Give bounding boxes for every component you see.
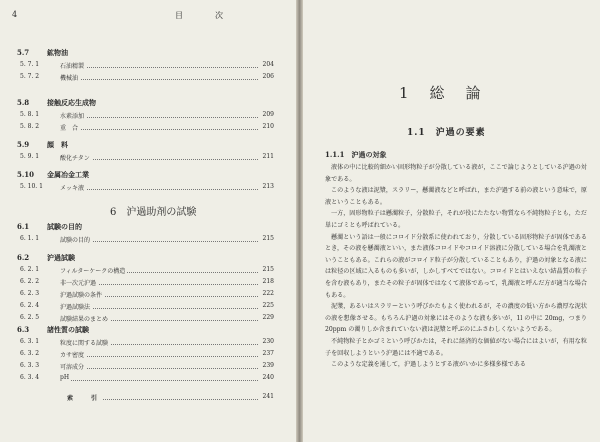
- toc-entry: [20, 123, 274, 133]
- entry-page: 239: [262, 362, 274, 369]
- section-heading: 1.1 沪過の要素: [407, 128, 486, 138]
- entry-number: 6. 3. 4: [20, 374, 40, 381]
- toc-section-heading: [17, 48, 68, 58]
- entry-number: 6. 3. 2: [20, 350, 40, 357]
- toc-index-entry: [17, 393, 274, 403]
- entry-page: 229: [262, 314, 274, 321]
- entry-title: 非一次元沪過: [60, 280, 97, 287]
- entry-title: フィルターケークの構造: [60, 268, 126, 275]
- paragraph: このような液は泥漿，スラリー，懸濁液などと呼ばれ，また沪過する前の液という意味で，原液ということもある。: [325, 187, 587, 206]
- entry-number: 6. 3. 3: [20, 362, 40, 369]
- entry-number: 5. 8. 1: [20, 111, 40, 118]
- entry-title: 沪過試験法: [60, 304, 91, 311]
- entry-title: 試験の目的: [60, 237, 91, 244]
- toc-entry: [20, 73, 274, 83]
- entry-page: 210: [262, 123, 274, 130]
- paragraph: このような定義を通して，沪過しようとする液がいかに多様多様である: [331, 361, 526, 369]
- entry-title: メッキ液: [60, 185, 85, 192]
- body-text: [325, 162, 587, 371]
- entry-number: 6. 2. 3: [20, 290, 40, 297]
- entry-title: 水素添加: [60, 113, 85, 120]
- entry-page: 215: [262, 235, 274, 242]
- chapter-heading: [110, 203, 196, 218]
- subsection-heading: 1.1.1 沪過の対象: [325, 150, 387, 159]
- toc-section-heading: [17, 140, 68, 150]
- leader-dots: [62, 79, 258, 80]
- toc-entry: [20, 266, 274, 276]
- entry-number: 5. 8. 2: [20, 123, 40, 130]
- section-number: 5.10: [17, 170, 35, 179]
- leader-dots: [62, 129, 258, 130]
- leader-dots: [62, 189, 258, 190]
- entry-number: 6. 2. 4: [20, 302, 40, 309]
- toc-entry: [20, 183, 274, 193]
- toc-entry: [20, 350, 274, 360]
- entry-title: 沪過試験の条件: [60, 292, 103, 299]
- entry-page: 209: [262, 111, 274, 118]
- section-title: 金属冶金工業: [47, 170, 89, 179]
- entry-page: 230: [262, 338, 274, 345]
- section-number: 5.9: [17, 140, 30, 149]
- leader-dots: [62, 380, 258, 381]
- leader-dots: [62, 67, 258, 68]
- chapter-title: 総 論: [429, 84, 484, 102]
- entry-number: 6. 3. 1: [20, 338, 40, 345]
- toc-entry: [20, 302, 274, 312]
- leader-dots: [62, 356, 258, 357]
- section-number: 6.3: [17, 325, 30, 334]
- paragraph: 泥漿，あるいはスラリーという呼びかたもよく使われるが，その濃度の低い方から濃厚な泥状の液を想像させる。もちろん沪過の対象にはそのような液も多いが，1l の中に 20mg，つまり 20ppm の濁りしか含まれていない液は泥漿と呼ぶのにふさわしくないようである。: [325, 303, 587, 334]
- entry-page: 206: [262, 73, 274, 80]
- entry-page: 215: [262, 266, 274, 273]
- chapter-heading: [399, 82, 484, 103]
- paragraph: 液体の中に比較的細かい固形物粒子が分散している液が，ここで論じようとしている沪過の対象である。: [325, 164, 587, 183]
- toc-entry: [20, 153, 274, 163]
- toc-entry: [20, 374, 274, 384]
- entry-number: 5. 7. 1: [20, 61, 40, 68]
- toc-section-heading: [17, 98, 96, 108]
- toc-entry: [20, 314, 274, 324]
- entry-page: 218: [262, 278, 274, 285]
- entry-number: 5. 7. 2: [20, 73, 40, 80]
- section-title: 顔 料: [47, 140, 68, 149]
- toc-entry: [20, 278, 274, 288]
- section-number: 6.1: [17, 222, 30, 231]
- entry-page: 225: [262, 302, 274, 309]
- entry-page: 211: [262, 153, 274, 160]
- section-number: 6.2: [17, 253, 30, 262]
- entry-number: 5. 10. 1: [20, 183, 43, 190]
- paragraph: 一方，固形物粒子は懸濁粒子，分散粒子，それが役にたたない物質なら不純物粒子とも，ただ単にゴミとも呼ばれている。: [325, 210, 587, 229]
- entry-number: 6. 1. 1: [20, 235, 40, 242]
- toc-entry: [20, 111, 274, 121]
- entry-title: 重 合: [60, 125, 79, 132]
- chapter-number: 1: [399, 84, 412, 102]
- page-number: 4: [12, 10, 18, 19]
- section-title: 鉱物油: [47, 48, 68, 57]
- entry-title: pH: [60, 374, 70, 381]
- entry-title: 粒度に関する試験: [60, 340, 109, 347]
- leader-dots: [62, 117, 258, 118]
- right-page-body: [303, 0, 600, 442]
- entry-title: カサ密度: [60, 352, 85, 359]
- section-number: 5.7: [17, 48, 30, 57]
- chapter-title: 沪過助剤の試験: [126, 207, 197, 218]
- book-gutter: [296, 0, 303, 442]
- index-title: 索 引: [67, 395, 104, 402]
- entry-page: 213: [262, 183, 274, 190]
- index-page: 241: [262, 393, 274, 400]
- entry-number: 6. 2. 2: [20, 278, 40, 285]
- left-page-toc: [0, 0, 296, 442]
- entry-title: 酸化チタン: [60, 155, 90, 162]
- chapter-number: 6: [110, 207, 117, 218]
- entry-title: 石油精製: [60, 63, 85, 70]
- section-title: 接触反応生成物: [47, 98, 96, 107]
- toc-section-heading: [17, 170, 89, 180]
- leader-dots: [62, 368, 258, 369]
- entry-number: 6. 2. 5: [20, 314, 40, 321]
- entry-page: 222: [262, 290, 274, 297]
- entry-number: 6. 2. 1: [20, 266, 40, 273]
- entry-title: 機械油: [60, 75, 79, 82]
- entry-number: 5. 9. 1: [20, 153, 40, 160]
- running-head: 目 次: [175, 11, 235, 20]
- toc-entry: [20, 61, 274, 71]
- toc-entry: [20, 362, 274, 372]
- toc-section-heading: [17, 325, 89, 335]
- toc-entry: [20, 338, 274, 348]
- section-number: 5.8: [17, 98, 30, 107]
- paragraph: 懸濁という語は一般にコロイド分散系に使われており，分散している固形物粒子が固体であるとき，その液を懸濁液といい，また液体コロイドやコロイド溶液に分散している場合を乳濁液ということもある。これらの液がコロイド粒子が分散していることもあり，沪過の対象となる液には粒径の区域に入るものも多いが，しかしすべてではない。コロイドとはいえない結晶質の粒子を含む液もあり，またその粒子が固体ではなくて液体であって，乳濁液と呼んだ方が適当な場合もある。: [325, 233, 587, 299]
- section-title: 試験の目的: [47, 222, 82, 231]
- toc-entry: [20, 235, 274, 245]
- toc-section-heading: [17, 253, 75, 263]
- entry-page: 237: [262, 350, 274, 357]
- entry-page: 204: [262, 61, 274, 68]
- leader-dots: [92, 399, 258, 400]
- toc-section-heading: [17, 222, 82, 232]
- entry-title: 試験結果のまとめ: [60, 316, 109, 323]
- toc-entry: [20, 290, 274, 300]
- entry-page: 240: [262, 374, 274, 381]
- section-title: 諸性質の試験: [47, 325, 89, 334]
- section-title: 沪過試験: [47, 253, 75, 262]
- paragraph: 不純物粒子とかゴミという呼びかたは，それに経済的な価値がない場合にはよいが，有用な粒子を回収しようという沪過には不適である。: [325, 337, 587, 357]
- entry-title: 可溶成分: [60, 364, 85, 371]
